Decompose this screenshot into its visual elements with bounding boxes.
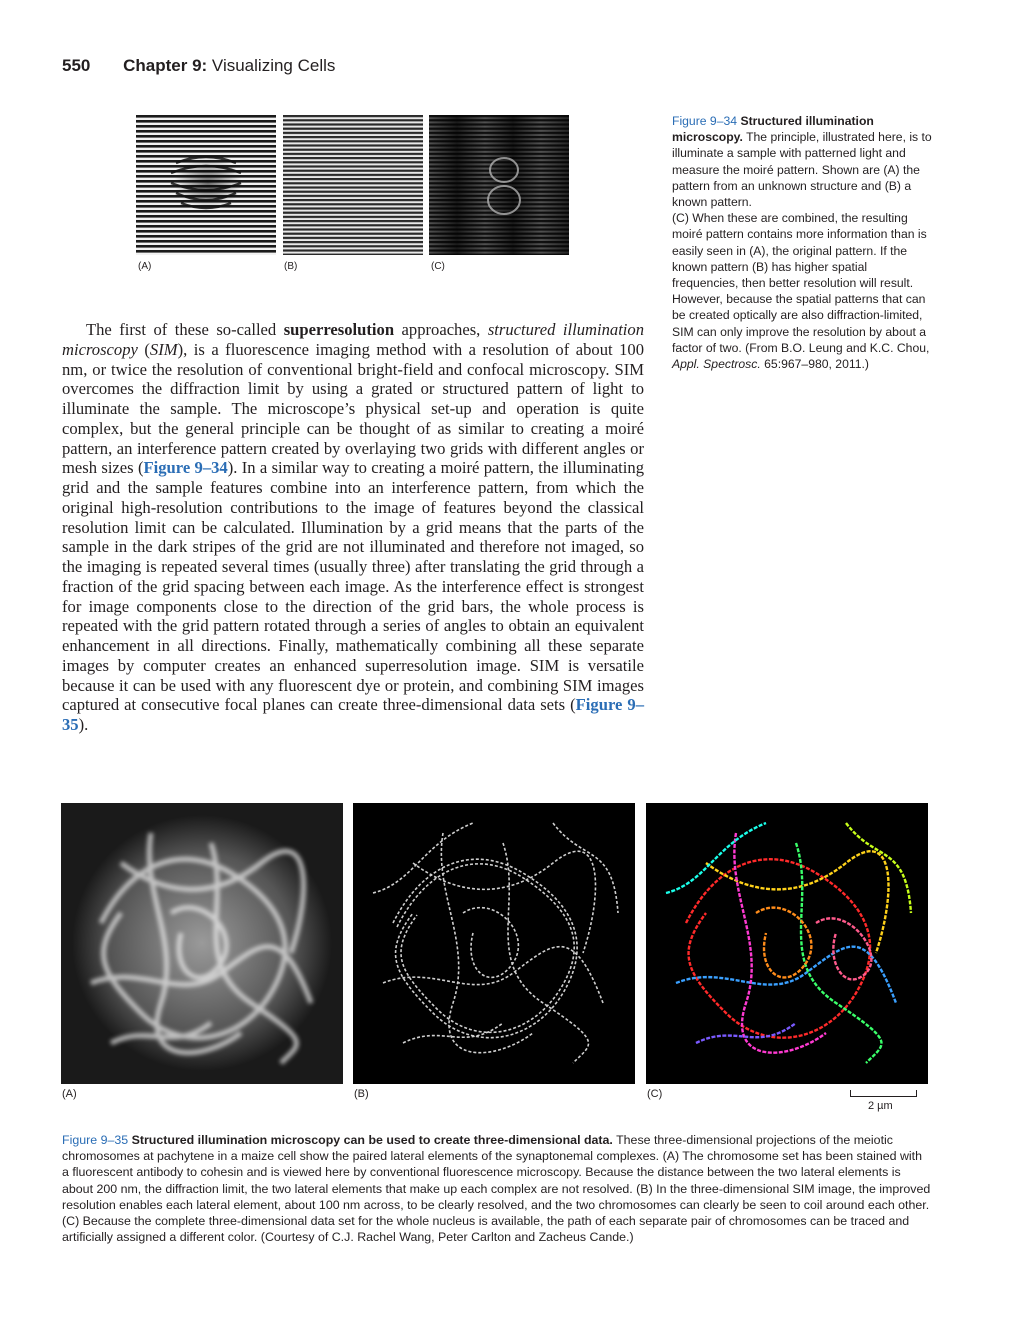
figure-34-citation: 65:967–980, 2011.) <box>764 357 869 372</box>
figure-34-label-a: (A) <box>138 261 152 272</box>
body-text-run: ( <box>144 339 150 359</box>
figure-34-panel-c <box>429 115 569 255</box>
figure-35-number: Figure 9–35 <box>62 1133 129 1147</box>
figure-35-caption-text: These three-dimensional projections of the meiotic chromosomes at pachytene in a maize cell show the paired lateral elements of the synaptonemal complexes. (A) The chromosome set has been stained with a fluorescent antibody to cohesin and is viewed here by conventional fluorescence microscopy. Because the distance between the two lateral elements is about 200 nm, the diffraction limit, the two lateral elements that make up each complex are not resolved. (B) In the three-dimensional SIM image, the improved resolution enables each lateral element, about 100 nm across, to be clearly resolved, and the two chromosomes can clearly be seen to coil around each other. (C) Because the complete three-dimensional data set for the whole nucleus is available, the path of each separate pair of chromosomes can be traced and artificially assigned a different color. (Courtesy of C.J. Rachel Wang, Peter Carlton and Zacheus Cande.) <box>62 1133 931 1245</box>
chapter-title: Visualizing Cells <box>211 56 336 75</box>
figure-34-number: Figure 9–34 <box>672 114 738 128</box>
figure-34-journal: Appl. Spectrosc. <box>672 357 761 372</box>
body-text-run: The first of these so-called <box>86 320 277 339</box>
page-number: 550 <box>62 56 91 75</box>
body-paragraph <box>62 320 644 735</box>
body-text <box>62 320 644 735</box>
figure-34-caption-text-2: (C) When these are combined, the resulting moiré pattern contains more information than is easily seen in (A), the original pattern. If the known pattern (B) has higher spatial frequencies, then better resolution will result. However, because the spatial patterns that can be created optically are also diffraction-limited, SIM can only improve the resolution by about a factor of two. (From B.O. Leung and K.C. Chou, <box>672 211 930 355</box>
body-text-run: ). In a similar way to creating a moiré pattern, the illuminating grid and the sample features combine into an interference pattern, from which the original high-resolution contributions to the image of features beyond the classical resolution limit can be calculated. Illumination by a grid means that the parts of the sample in the dark stripes of the grid are not illuminated and therefore not imaged, so the imaging is repeated several times (usually three) after translating the grid through a fraction of the grid spacing between each image. As the interference effect is strongest for image components close to the direction of the grid bars, the whole process is repeated with the grid pattern rotated through a series of angles to obtain an equivalent enhancement in all directions. Finally, mathematically combining all these separate images by computer creates an enhanced superresolution image. SIM is versatile because it can be used with any fluorescent dye or protein, and combining SIM images captured at consecutive focal planes can create three-dimensional data sets ( <box>62 458 644 715</box>
figure-9-35-link[interactable]: Figure 9–35 <box>62 695 644 734</box>
figure-35-title: Structured illumination microscopy can be used to create three-dimensional data. <box>131 1133 613 1147</box>
scale-bar <box>850 1090 917 1097</box>
figure-34-panel-a <box>136 115 276 255</box>
running-head <box>62 56 335 76</box>
figure-34-panel-b <box>283 115 423 255</box>
chapter-label: Chapter 9: <box>123 56 208 75</box>
figure-34-caption-text-1: The principle, illustrated here, is to illuminate a sample with patterned light and measure the moiré pattern. Shown are (A) the pattern from an unknown structure and (B) a known pattern. <box>672 130 932 210</box>
figure-35-caption <box>62 1132 932 1245</box>
figure-35-panel-b <box>353 803 635 1084</box>
term-sim: SIM <box>149 339 178 359</box>
chromosome-colored-trace-image <box>646 803 928 1084</box>
scale-bar-label: 2 µm <box>868 1100 893 1112</box>
term-superresolution: superresolution <box>283 320 395 339</box>
figure-35-label-b: (B) <box>354 1088 369 1100</box>
chromosome-sim-image <box>353 803 635 1084</box>
moire-combined-pattern-image <box>429 115 569 255</box>
chromosome-widefield-image <box>61 803 343 1084</box>
body-text-run: ). <box>78 715 89 734</box>
figure-35-panel-a <box>61 803 343 1084</box>
figure-35-label-a: (A) <box>62 1088 77 1100</box>
figure-34-label-b: (B) <box>284 261 298 272</box>
term-structured-illumination: structured illumination microscopy <box>62 320 645 359</box>
figure-34-caption <box>672 113 934 372</box>
figure-35-panel-c <box>646 803 928 1084</box>
moire-unknown-pattern-image <box>136 115 276 255</box>
figure-9-34-link[interactable]: Figure 9–34 <box>143 458 228 478</box>
moire-known-pattern-image <box>283 115 423 255</box>
figure-34-label-c: (C) <box>431 261 445 272</box>
body-text-run: ), is a fluorescence imaging method with a resolution of about 100 nm, or twice the resolution of conventional bright-field and confocal microscopy. SIM overcomes the diffraction limit by using a grated or structured pattern of light to illuminate the sample. The microscope’s physical set-up and operation is quite complex, but the general principle can be thought of as similar to creating a moiré pattern, an interference pattern created by overlaying two grids with different angles or mesh sizes ( <box>62 339 644 478</box>
figure-35-label-c: (C) <box>647 1088 663 1100</box>
figure-34-title: Structured illumination microscopy. <box>672 114 874 145</box>
body-text-run: approaches, <box>401 320 481 339</box>
